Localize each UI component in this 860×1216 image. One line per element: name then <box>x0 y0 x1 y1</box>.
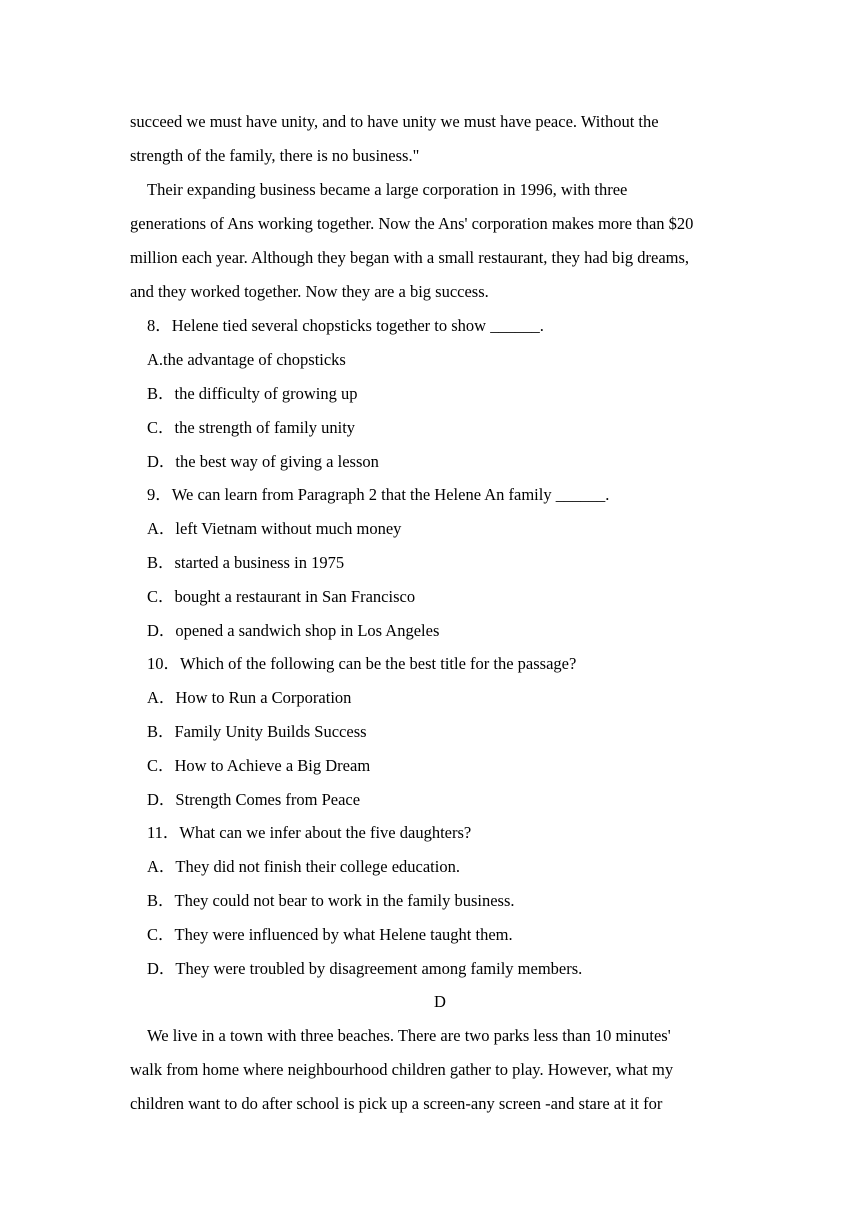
question-stem: 10．Which of the following can be the best title for the passage? <box>147 654 577 673</box>
paragraph-line: Their expanding business became a large corporation in 1996, with three <box>147 180 628 199</box>
paragraph-line: generations of Ans working together. Now the Ans' corporation makes more than $20 <box>130 214 694 233</box>
question-stem: 8．Helene tied several chopsticks together to show ______. <box>147 316 544 335</box>
answer-option: A．They did not finish their college education. <box>147 857 460 876</box>
answer-option: D．opened a sandwich shop in Los Angeles <box>147 621 440 640</box>
answer-option: D．Strength Comes from Peace <box>147 790 361 809</box>
paragraph-line: children want to do after school is pick up a screen-any screen -and stare at it for <box>130 1094 663 1113</box>
answer-option: A．How to Run a Corporation <box>147 688 352 707</box>
answer-option: B．the difficulty of growing up <box>147 384 358 403</box>
answer-option: B．Family Unity Builds Success <box>147 722 367 741</box>
answer-option: D．They were troubled by disagreement among family members. <box>147 959 583 978</box>
question-stem: 9．We can learn from Paragraph 2 that the Helene An family ______. <box>147 485 610 504</box>
paragraph-line: and they worked together. Now they are a big success. <box>130 282 489 301</box>
paragraph-line: We live in a town with three beaches. There are two parks less than 10 minutes' <box>147 1026 671 1045</box>
paragraph-line: million each year. Although they began with a small restaurant, they had big dreams, <box>130 248 690 267</box>
paragraph-line: strength of the family, there is no business." <box>130 146 420 165</box>
answer-option: A.the advantage of chopsticks <box>147 350 346 369</box>
question-stem: 11．What can we infer about the five daughters? <box>147 823 472 842</box>
paragraph-line: succeed we must have unity, and to have unity we must have peace. Without the <box>130 112 659 131</box>
answer-option: C．bought a restaurant in San Francisco <box>147 587 416 606</box>
answer-option: D．the best way of giving a lesson <box>147 452 379 471</box>
answer-option: B．They could not bear to work in the family business. <box>147 891 515 910</box>
section-heading: D <box>434 992 446 1011</box>
answer-option: C．How to Achieve a Big Dream <box>147 756 371 775</box>
paragraph-line: walk from home where neighbourhood children gather to play. However, what my <box>130 1060 674 1079</box>
answer-option: C．They were influenced by what Helene taught them. <box>147 925 513 944</box>
answer-option: C．the strength of family unity <box>147 418 356 437</box>
answer-option: B．started a business in 1975 <box>147 553 345 572</box>
answer-option: A．left Vietnam without much money <box>147 519 402 538</box>
